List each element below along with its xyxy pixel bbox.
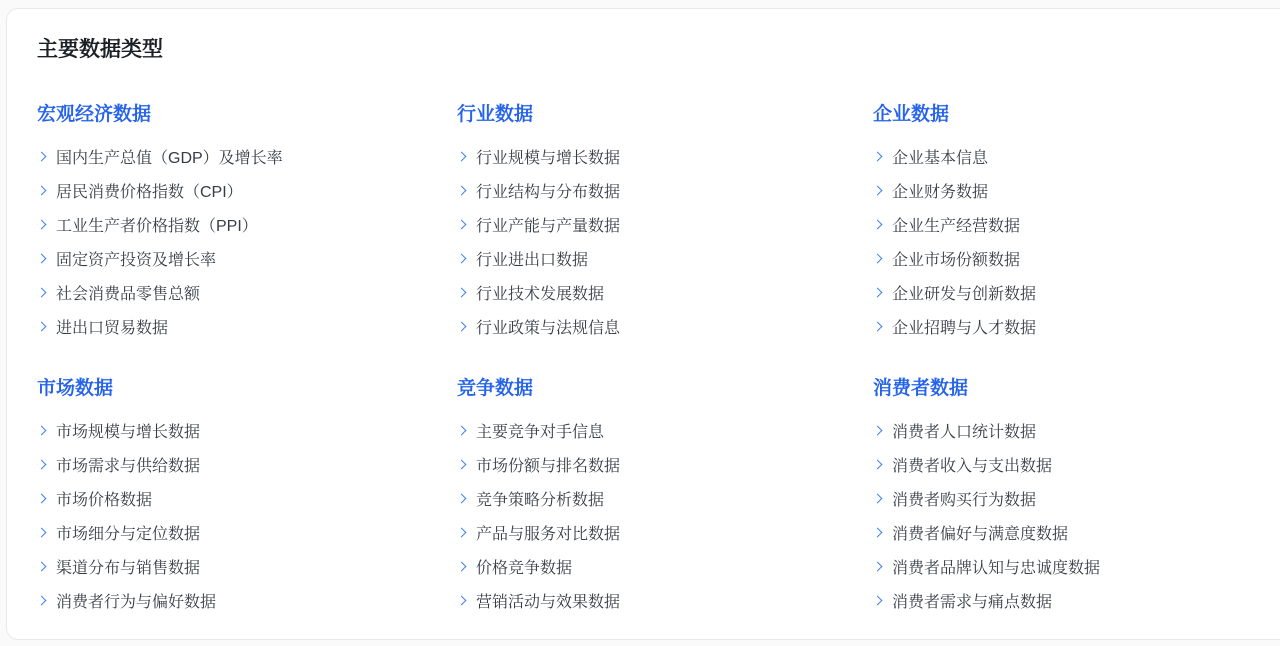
chevron-right-icon: [37, 219, 47, 229]
list-item-label: 市场份额与排名数据: [476, 457, 621, 475]
list-item-label: 市场需求与供给数据: [56, 457, 201, 475]
list-item-label: 主要竞争对手信息: [476, 423, 605, 441]
list-item-label: 行业产能与产量数据: [476, 217, 621, 235]
chevron-right-icon: [37, 527, 47, 537]
list-item-label: 固定资产投资及增长率: [56, 251, 217, 269]
list-item: [37, 481, 457, 515]
list-item-label: 企业财务数据: [892, 183, 989, 201]
list-item-label: 行业技术发展数据: [476, 285, 605, 303]
list-item: [457, 413, 873, 447]
data-types-card: [6, 8, 1280, 640]
chevron-right-icon: [37, 561, 47, 571]
chevron-right-icon: [873, 151, 883, 161]
category-list: [457, 139, 873, 343]
category-section-industry: [457, 103, 873, 343]
list-item-label: 行业进出口数据: [476, 251, 589, 269]
list-item-label: 产品与服务对比数据: [476, 525, 621, 543]
list-item: [457, 583, 873, 617]
list-item: [873, 583, 1280, 617]
list-item-label: 行业规模与增长数据: [476, 149, 621, 167]
list-item: [873, 275, 1280, 309]
list-item-label: 企业生产经营数据: [892, 217, 1021, 235]
list-item-label: 市场规模与增长数据: [56, 423, 201, 441]
category-list: [37, 139, 457, 343]
list-item: [37, 309, 457, 343]
chevron-right-icon: [457, 493, 467, 503]
chevron-right-icon: [37, 459, 47, 469]
category-title: 市场数据: [37, 378, 114, 399]
list-item-label: 企业招聘与人才数据: [892, 319, 1037, 337]
chevron-right-icon: [37, 321, 47, 331]
list-item: [873, 173, 1280, 207]
list-item-label: 市场细分与定位数据: [56, 525, 201, 543]
list-item: [873, 139, 1280, 173]
chevron-right-icon: [873, 185, 883, 195]
category-title: 宏观经济数据: [37, 104, 152, 125]
chevron-right-icon: [873, 287, 883, 297]
chevron-right-icon: [37, 493, 47, 503]
list-item: [873, 207, 1280, 241]
chevron-right-icon: [37, 185, 47, 195]
chevron-right-icon: [873, 527, 883, 537]
list-item-label: 市场价格数据: [56, 491, 153, 509]
list-item: [873, 447, 1280, 481]
list-item: [873, 413, 1280, 447]
list-item: [873, 481, 1280, 515]
category-title: 行业数据: [457, 104, 534, 125]
list-item-label: 国内生产总值（GDP）及增长率: [56, 149, 283, 167]
chevron-right-icon: [37, 287, 47, 297]
chevron-right-icon: [873, 425, 883, 435]
chevron-right-icon: [37, 253, 47, 263]
chevron-right-icon: [457, 425, 467, 435]
list-item: [37, 447, 457, 481]
list-item: [37, 275, 457, 309]
chevron-right-icon: [457, 321, 467, 331]
category-section-market: [37, 377, 457, 617]
chevron-right-icon: [37, 151, 47, 161]
list-item: [873, 515, 1280, 549]
chevron-right-icon: [457, 287, 467, 297]
category-section-enterprise: [873, 103, 1280, 343]
chevron-right-icon: [873, 321, 883, 331]
list-item-label: 价格竞争数据: [476, 559, 573, 577]
list-item-label: 居民消费价格指数（CPI）: [56, 183, 243, 201]
list-item: [457, 173, 873, 207]
list-item-label: 竞争策略分析数据: [476, 491, 605, 509]
chevron-right-icon: [457, 527, 467, 537]
list-item: [37, 173, 457, 207]
chevron-right-icon: [457, 459, 467, 469]
list-item: [873, 549, 1280, 583]
list-item-label: 企业基本信息: [892, 149, 989, 167]
chevron-right-icon: [457, 185, 467, 195]
list-item: [37, 515, 457, 549]
category-section-consumer: [873, 377, 1280, 617]
list-item: [457, 481, 873, 515]
list-item: [37, 413, 457, 447]
chevron-right-icon: [873, 595, 883, 605]
chevron-right-icon: [457, 561, 467, 571]
chevron-right-icon: [873, 459, 883, 469]
list-item-label: 消费者偏好与满意度数据: [892, 525, 1069, 543]
list-item-label: 行业政策与法规信息: [476, 319, 621, 337]
category-grid: [37, 103, 1280, 617]
list-item-label: 消费者需求与痛点数据: [892, 593, 1053, 611]
list-item-label: 消费者收入与支出数据: [892, 457, 1053, 475]
list-item-label: 消费者品牌认知与忠诚度数据: [892, 559, 1101, 577]
category-title: 消费者数据: [873, 378, 969, 399]
list-item: [873, 241, 1280, 275]
list-item: [457, 275, 873, 309]
list-item-label: 消费者行为与偏好数据: [56, 593, 217, 611]
list-item: [37, 139, 457, 173]
list-item: [37, 583, 457, 617]
list-item-label: 企业市场份额数据: [892, 251, 1021, 269]
page-title: 主要数据类型: [37, 38, 163, 61]
category-title: 竞争数据: [457, 378, 534, 399]
list-item: [457, 309, 873, 343]
list-item: [457, 139, 873, 173]
category-list: [873, 139, 1280, 343]
list-item-label: 工业生产者价格指数（PPI）: [56, 217, 258, 235]
list-item-label: 消费者人口统计数据: [892, 423, 1037, 441]
list-item: [457, 447, 873, 481]
list-item: [457, 549, 873, 583]
list-item: [457, 207, 873, 241]
chevron-right-icon: [457, 151, 467, 161]
chevron-right-icon: [873, 561, 883, 571]
list-item-label: 消费者购买行为数据: [892, 491, 1037, 509]
chevron-right-icon: [873, 219, 883, 229]
list-item-label: 社会消费品零售总额: [56, 285, 201, 303]
list-item-label: 企业研发与创新数据: [892, 285, 1037, 303]
chevron-right-icon: [873, 253, 883, 263]
category-title: 企业数据: [873, 104, 950, 125]
list-item: [37, 207, 457, 241]
chevron-right-icon: [457, 253, 467, 263]
chevron-right-icon: [873, 493, 883, 503]
category-section-competition: [457, 377, 873, 617]
category-list: [873, 413, 1280, 617]
chevron-right-icon: [457, 595, 467, 605]
chevron-right-icon: [37, 425, 47, 435]
category-list: [37, 413, 457, 617]
chevron-right-icon: [37, 595, 47, 605]
category-list: [457, 413, 873, 617]
list-item-label: 进出口贸易数据: [56, 319, 169, 337]
list-item: [457, 241, 873, 275]
list-item: [37, 241, 457, 275]
list-item: [873, 309, 1280, 343]
list-item-label: 渠道分布与销售数据: [56, 559, 201, 577]
list-item: [37, 549, 457, 583]
category-section-macro-economic: [37, 103, 457, 343]
list-item-label: 营销活动与效果数据: [476, 593, 621, 611]
list-item: [457, 515, 873, 549]
list-item-label: 行业结构与分布数据: [476, 183, 621, 201]
chevron-right-icon: [457, 219, 467, 229]
